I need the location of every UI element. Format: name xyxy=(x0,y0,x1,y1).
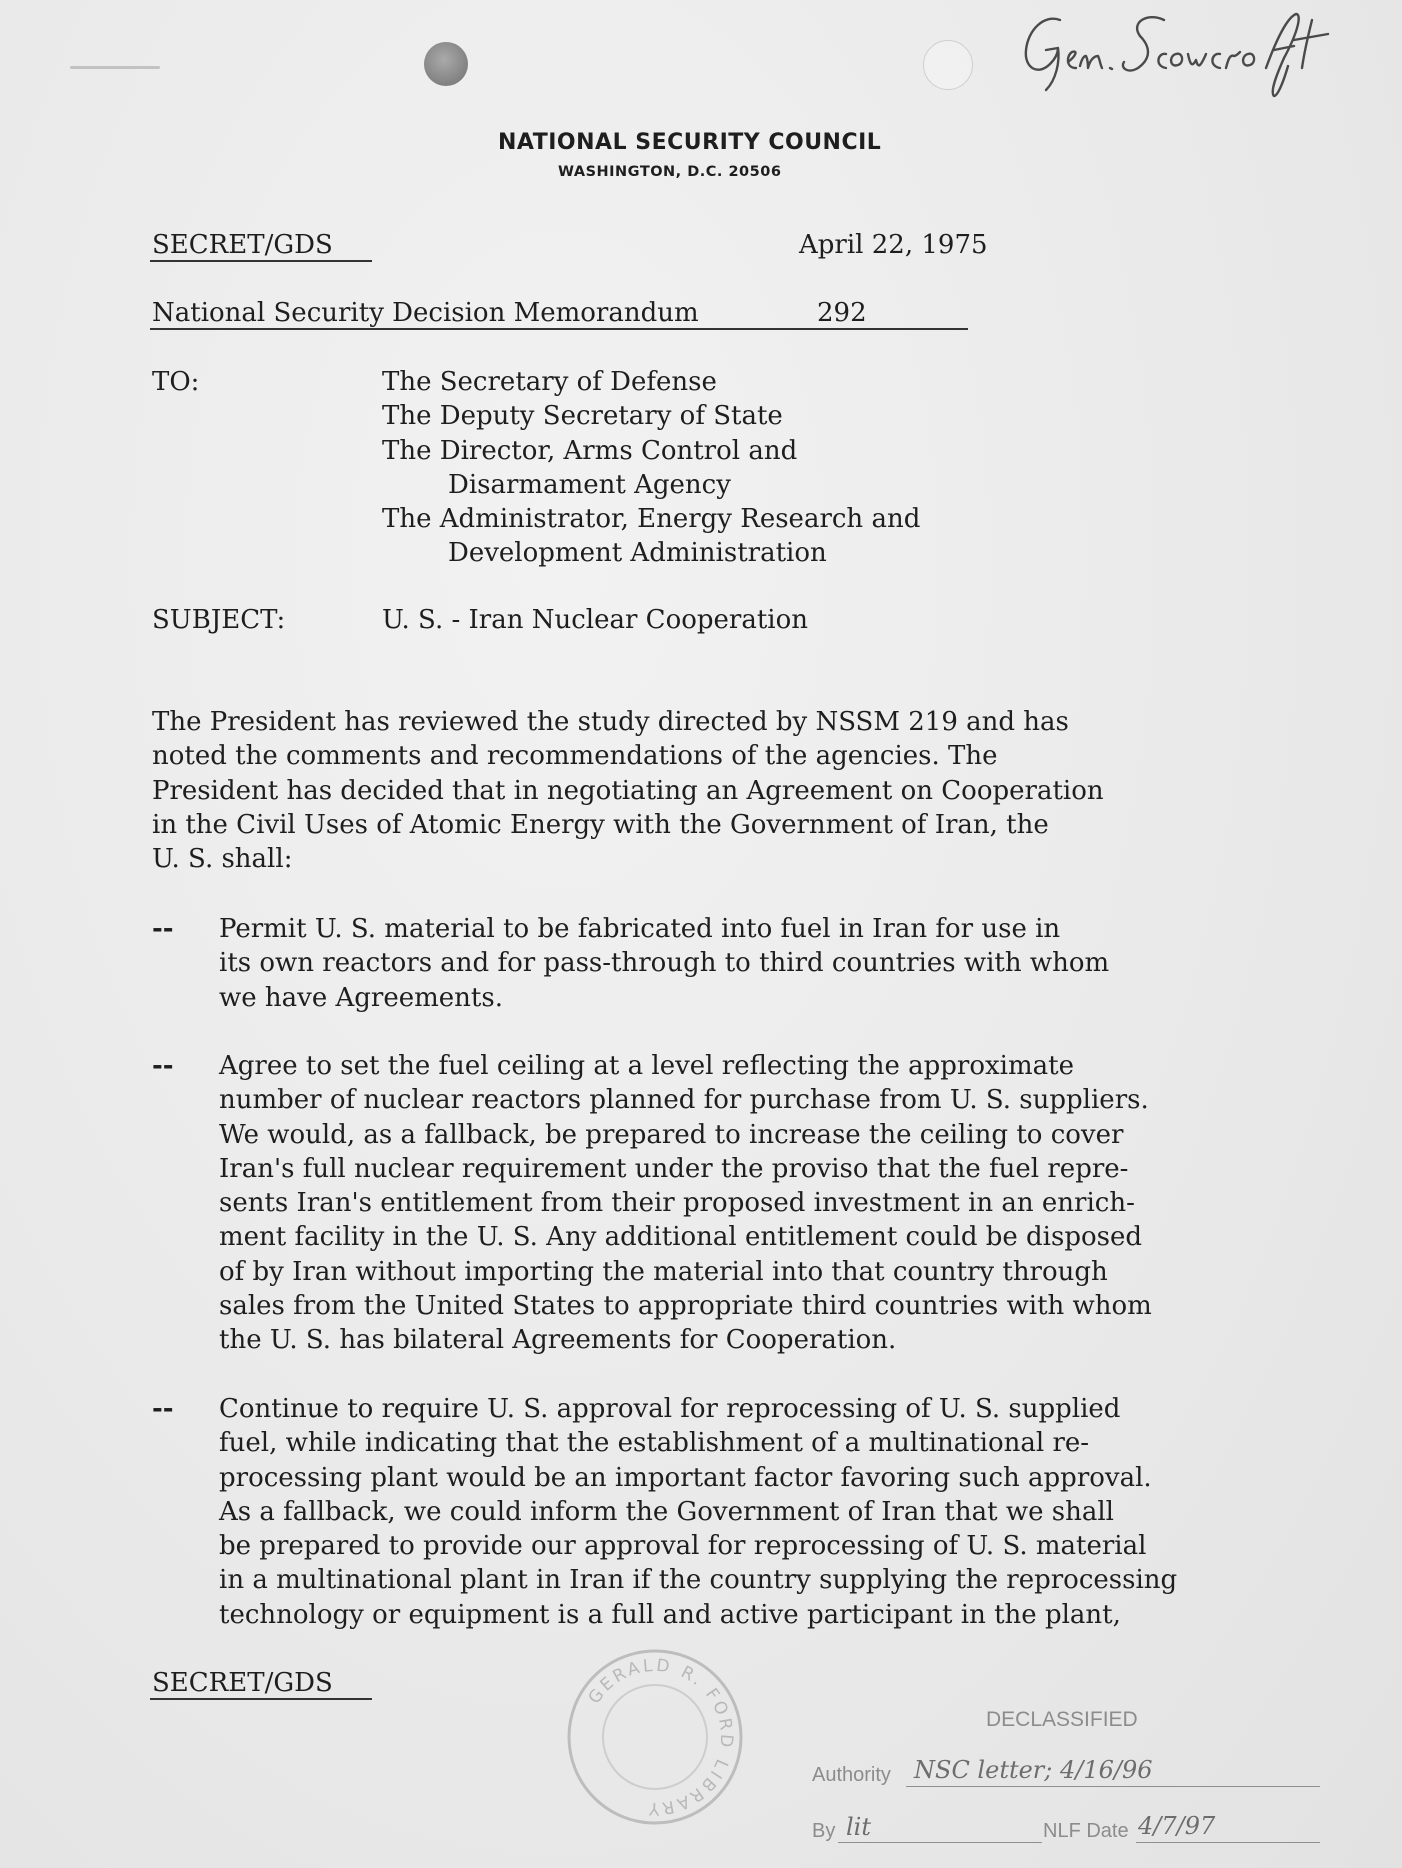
text-line: The President has reviewed the study directed by NSSM 219 and has xyxy=(152,707,1069,737)
bullet-dash: -- xyxy=(152,1394,174,1424)
text-line: As a fallback, we could inform the Government of Iran that we shall xyxy=(219,1496,1114,1527)
text-line: sents Iran's entitlement from their proposed investment in an enrich- xyxy=(219,1188,1135,1219)
authority-value: NSC letter; 4/16/96 xyxy=(914,1756,1153,1784)
nlf-date-label: NLF Date xyxy=(1043,1820,1129,1842)
by-label: By xyxy=(812,1820,836,1842)
handwritten-annotation xyxy=(1016,6,1356,106)
nlf-date-line xyxy=(1136,1842,1320,1843)
bullet-dash: -- xyxy=(152,1051,174,1081)
text-line: President has decided that in negotiating an Agreement on Cooperation xyxy=(152,775,1104,806)
punch-hole-faint xyxy=(923,40,973,90)
by-line xyxy=(838,1842,1042,1843)
recipient: The Secretary of Defense xyxy=(382,367,717,397)
subject-text: U. S. - Iran Nuclear Cooperation xyxy=(382,605,809,635)
svg-text:GERALD R. FORD LIBRARY xyxy=(585,1656,737,1819)
text-line: U. S. shall: xyxy=(152,844,293,875)
to-label: TO: xyxy=(152,367,200,397)
text-line: Iran's full nuclear requirement under the proviso that the fuel repre- xyxy=(219,1153,1129,1184)
declassified-title: DECLASSIFIED xyxy=(986,1708,1138,1731)
intro-paragraph xyxy=(152,705,1104,876)
text-line: Permit U. S. material to be fabricated into fuel in Iran for use in xyxy=(219,914,1061,944)
recipient-continuation: Development Administration xyxy=(448,538,827,569)
recipient: The Director, Arms Control and xyxy=(382,435,798,466)
classification-marking: SECRET/GDS xyxy=(152,230,333,260)
library-seal-stamp xyxy=(566,1648,744,1826)
text-line: technology or equipment is a full and active participant in the plant, xyxy=(219,1599,1121,1630)
text-line: of by Iran without importing the material into that country through xyxy=(219,1256,1108,1287)
text-line: the U. S. has bilateral Agreements for Cooperation. xyxy=(219,1325,897,1356)
letterhead-org: NATIONAL SECURITY COUNCIL xyxy=(498,130,882,155)
memo-number: 292 xyxy=(817,298,867,328)
underline xyxy=(150,1698,372,1700)
memo-title: National Security Decision Memorandum xyxy=(152,298,699,328)
bullet-item xyxy=(219,1049,1152,1358)
recipient-list xyxy=(382,365,920,571)
authority-label: Authority xyxy=(812,1764,891,1786)
text-line: sales from the United States to appropriate third countries with whom xyxy=(219,1291,1152,1322)
subject-label: SUBJECT: xyxy=(152,605,286,635)
recipient: The Administrator, Energy Research and xyxy=(382,504,921,535)
text-line: we have Agreements. xyxy=(219,982,503,1013)
recipient: The Deputy Secretary of State xyxy=(382,401,783,432)
text-line: noted the comments and recommendations of the agencies. The xyxy=(152,741,998,772)
text-line: fuel, while indicating that the establishment of a multinational re- xyxy=(219,1428,1090,1459)
classification-marking-footer: SECRET/GDS xyxy=(152,1668,333,1698)
recipient-continuation: Disarmament Agency xyxy=(448,469,731,500)
authority-line xyxy=(906,1786,1320,1787)
text-line: number of nuclear reactors planned for purchase from U. S. suppliers. xyxy=(219,1085,1149,1116)
text-line: ment facility in the U. S. Any additional entitlement could be disposed xyxy=(219,1222,1142,1253)
bullet-item xyxy=(219,1392,1177,1632)
by-value: lit xyxy=(846,1813,871,1841)
text-line: Agree to set the fuel ceiling at a level reflecting the approximate xyxy=(219,1051,1074,1081)
text-line: its own reactors and for pass-through to third countries with whom xyxy=(219,948,1110,979)
text-line: Continue to require U. S. approval for reprocessing of U. S. supplied xyxy=(219,1394,1121,1424)
seal-text: GERALD R. FORD LIBRARY xyxy=(584,1655,737,1819)
nlf-date-value: 4/7/97 xyxy=(1138,1812,1216,1840)
bullet-dash: -- xyxy=(152,914,174,944)
text-line: in a multinational plant in Iran if the country supplying the reprocessing xyxy=(219,1565,1178,1596)
underline xyxy=(150,328,968,330)
punch-hole xyxy=(424,42,468,86)
underline xyxy=(150,260,372,262)
text-line: be prepared to provide our approval for reprocessing of U. S. material xyxy=(219,1531,1147,1562)
memo-date: April 22, 1975 xyxy=(799,230,988,260)
text-line: in the Civil Uses of Atomic Energy with the Government of Iran, the xyxy=(152,809,1049,840)
bullet-item xyxy=(219,912,1109,1015)
scan-smudge xyxy=(70,66,160,69)
letterhead-address: WASHINGTON, D.C. 20506 xyxy=(558,164,782,180)
text-line: We would, as a fallback, be prepared to increase the ceiling to cover xyxy=(219,1119,1124,1150)
text-line: processing plant would be an important factor favoring such approval. xyxy=(219,1462,1152,1493)
